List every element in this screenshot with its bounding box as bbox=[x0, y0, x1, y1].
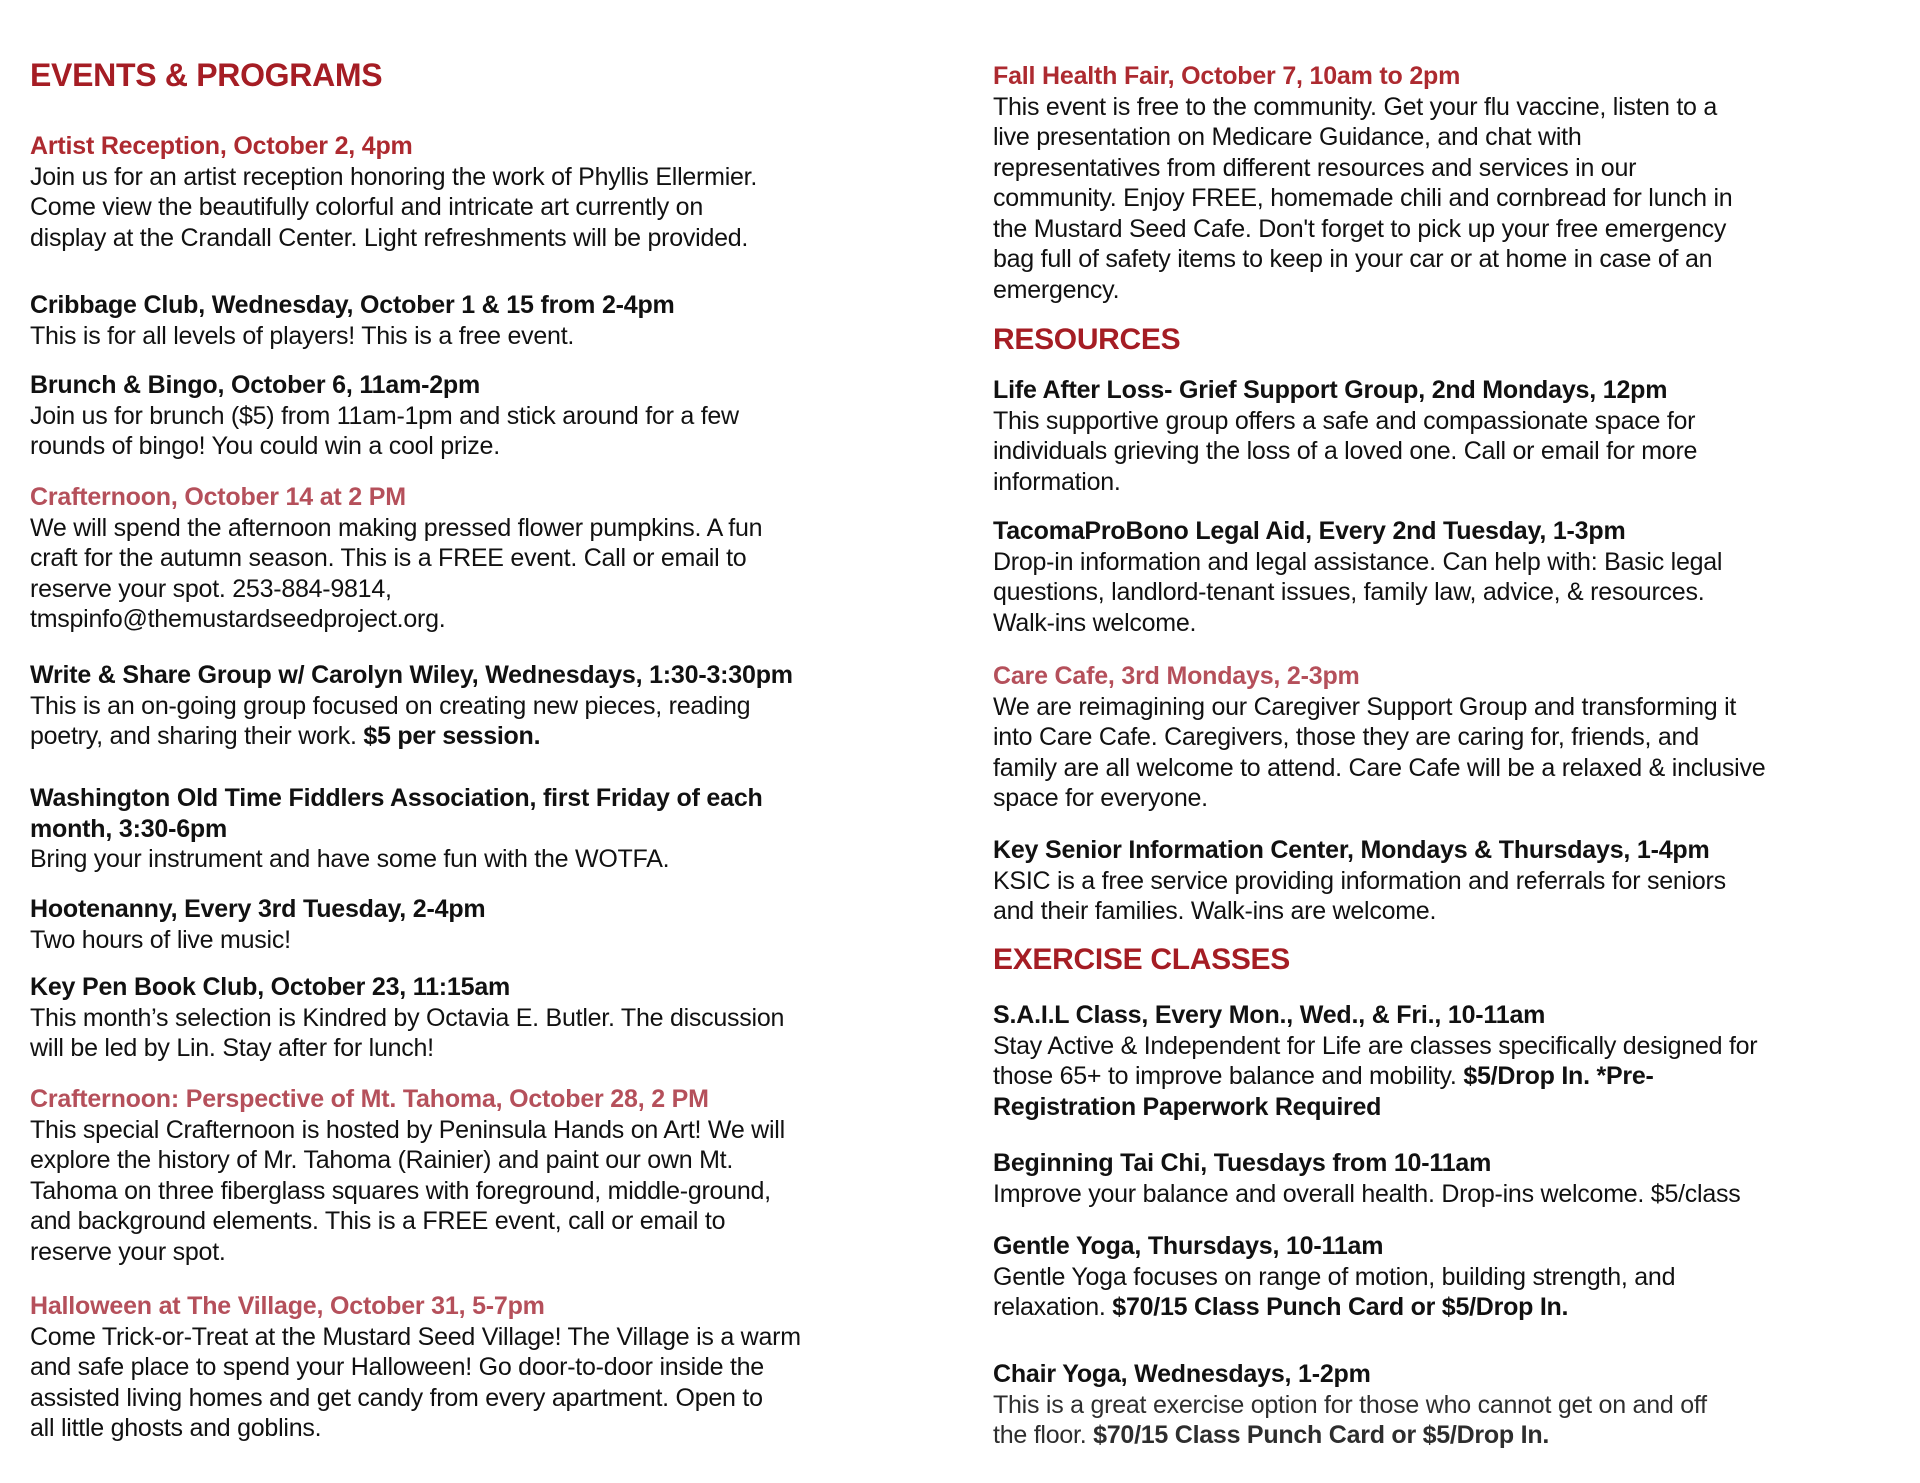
event-contact-email[interactable]: tmspinfo@themustardseedproject.org. bbox=[30, 605, 446, 633]
resource-description-line: Walk-ins welcome. bbox=[993, 608, 1197, 637]
price-note: $5 per session. bbox=[363, 722, 541, 750]
resource-title: Care Cafe, 3rd Mondays, 2-3pm bbox=[993, 662, 1360, 690]
event-description-line: Come Trick-or-Treat at the Mustard Seed Village! The Village is a warm bbox=[30, 1322, 801, 1351]
class-description-line: Improve your balance and overall health. Drop-ins welcome. $5/class bbox=[993, 1179, 1741, 1208]
description-text: poetry, and sharing their work. bbox=[30, 722, 364, 750]
event-description-line: rounds of bingo! You could win a cool prize. bbox=[30, 432, 500, 460]
event-description-line: explore the history of Mr. Tahoma (Rainier) and paint our own Mt. bbox=[30, 1146, 734, 1174]
price-note: $70/15 Class Punch Card or $5/Drop In. bbox=[1112, 1293, 1569, 1321]
class-description-line bbox=[993, 1292, 1908, 1323]
event-title: Crafternoon, October 14 at 2 PM bbox=[30, 483, 406, 511]
event-title: Cribbage Club, Wednesday, October 1 & 15 from 2-4pm bbox=[30, 291, 675, 319]
event-description-line bbox=[30, 721, 950, 752]
section-title-exercise-classes: EXERCISE CLASSES bbox=[993, 943, 1290, 976]
event-halloween bbox=[30, 1291, 950, 1444]
event-description-line: This is for all levels of players! This is a free event. bbox=[30, 321, 575, 350]
event-description-line: and background elements. This is a FREE event, call or email to bbox=[30, 1207, 726, 1235]
event-description-line: emergency. bbox=[993, 275, 1120, 304]
resource-grief-support bbox=[993, 375, 1908, 497]
event-description-line: This is an on-going group focused on creating new pieces, reading bbox=[30, 691, 751, 720]
event-book-club bbox=[30, 972, 950, 1064]
event-crafternoon-tahoma bbox=[30, 1084, 950, 1267]
class-gentle-yoga bbox=[993, 1231, 1908, 1323]
resource-description-line: into Care Cafe. Caregivers, those they are caring for, friends, and bbox=[993, 723, 1699, 751]
event-fiddlers bbox=[30, 783, 950, 875]
resource-description-line: individuals grieving the loss of a loved one. Call or email for more bbox=[993, 437, 1698, 465]
description-text: those 65+ to improve balance and mobility. bbox=[993, 1062, 1464, 1090]
class-title: S.A.I.L Class, Every Mon., Wed., & Fri., 10-11am bbox=[993, 1001, 1546, 1029]
event-description-line: community. Enjoy FREE, homemade chili and cornbread for lunch in bbox=[993, 184, 1733, 212]
resource-title: Key Senior Information Center, Mondays & Thursdays, 1-4pm bbox=[993, 836, 1710, 864]
event-description-line: Bring your instrument and have some fun with the WOTFA. bbox=[30, 845, 670, 873]
description-text: the floor. bbox=[993, 1421, 1094, 1449]
event-title: Brunch & Bingo, October 6, 11am-2pm bbox=[30, 371, 481, 399]
event-brunch-bingo bbox=[30, 370, 950, 462]
event-description-line: all little ghosts and goblins. bbox=[30, 1414, 322, 1442]
event-description-line: Tahoma on three fiberglass squares with foreground, middle-ground, bbox=[30, 1176, 771, 1205]
event-artist-reception bbox=[30, 131, 950, 253]
event-description-line: reserve your spot. 253-884-9814, bbox=[30, 574, 392, 603]
event-description-line: assisted living homes and get candy from every apartment. Open to bbox=[30, 1383, 763, 1412]
event-description-line: Come view the beautifully colorful and intricate art currently on bbox=[30, 193, 703, 221]
resource-title: TacomaProBono Legal Aid, Every 2nd Tuesday, 1-3pm bbox=[993, 517, 1626, 545]
event-title: Crafternoon: Perspective of Mt. Tahoma, October 28, 2 PM bbox=[30, 1085, 709, 1113]
event-description-line: and safe place to spend your Halloween! Go door-to-door inside the bbox=[30, 1353, 764, 1381]
class-description-line: Stay Active & Independent for Life are classes specifically designed for bbox=[993, 1031, 1758, 1060]
event-description-line: This event is free to the community. Get your flu vaccine, listen to a bbox=[993, 92, 1718, 121]
class-chair-yoga bbox=[993, 1359, 1908, 1451]
event-description-line: reserve your spot. bbox=[30, 1237, 226, 1266]
event-description-line: display at the Crandall Center. Light refreshments will be provided. bbox=[30, 223, 749, 252]
resource-description-line: questions, landlord-tenant issues, family law, advice, & resources. bbox=[993, 578, 1705, 606]
price-note: $70/15 Class Punch Card or $5/Drop In. bbox=[1093, 1421, 1550, 1449]
resource-description-line: information. bbox=[993, 467, 1121, 496]
class-description-line bbox=[993, 1092, 1908, 1123]
resource-description-line: Drop-in information and legal assistance. Can help with: Basic legal bbox=[993, 547, 1723, 576]
registration-note: Registration Paperwork Required bbox=[993, 1092, 1382, 1121]
event-fall-health-fair bbox=[993, 61, 1908, 305]
event-title: Write & Share Group w/ Carolyn Wiley, Wednesdays, 1:30-3:30pm bbox=[30, 661, 793, 689]
event-description-line: Join us for brunch ($5) from 11am-1pm and stick around for a few bbox=[30, 401, 739, 430]
event-description-line: the Mustard Seed Cafe. Don't forget to pick up your free emergency bbox=[993, 214, 1727, 243]
resource-legal-aid bbox=[993, 516, 1908, 638]
event-description-line: representatives from different resources and services in our bbox=[993, 153, 1637, 182]
event-description-line: craft for the autumn season. This is a FREE event. Call or email to bbox=[30, 544, 747, 572]
event-description-line: We will spend the afternoon making pressed flower pumpkins. A fun bbox=[30, 513, 763, 542]
class-description-line: This is a great exercise option for those who cannot get on and off bbox=[993, 1390, 1707, 1419]
resource-title: Life After Loss- Grief Support Group, 2nd Mondays, 12pm bbox=[993, 376, 1668, 404]
event-description-line: will be led by Lin. Stay after for lunch! bbox=[30, 1034, 434, 1062]
class-title: Chair Yoga, Wednesdays, 1-2pm bbox=[993, 1360, 1371, 1388]
event-hootenanny bbox=[30, 894, 950, 955]
resource-description-line: and their families. Walk-ins are welcome. bbox=[993, 897, 1437, 925]
resource-description-line: space for everyone. bbox=[993, 784, 1208, 812]
section-title-resources: RESOURCES bbox=[993, 323, 1181, 356]
event-title-line: Washington Old Time Fiddlers Association, first Friday of each bbox=[30, 784, 763, 812]
class-sail bbox=[993, 1000, 1908, 1122]
resource-ksic bbox=[993, 835, 1908, 927]
class-description-line bbox=[993, 1420, 1908, 1451]
event-description-line: live presentation on Medicare Guidance, and chat with bbox=[993, 123, 1582, 151]
event-crafternoon-oct14 bbox=[30, 482, 950, 635]
event-title-line: month, 3:30-6pm bbox=[30, 814, 228, 843]
event-description-line: This special Crafternoon is hosted by Peninsula Hands on Art! We will bbox=[30, 1115, 785, 1144]
event-title: Halloween at The Village, October 31, 5-7pm bbox=[30, 1292, 545, 1320]
resource-care-cafe bbox=[993, 661, 1908, 814]
event-title: Fall Health Fair, October 7, 10am to 2pm bbox=[993, 62, 1461, 90]
event-title: Artist Reception, October 2, 4pm bbox=[30, 132, 413, 160]
event-description-line: This month’s selection is Kindred by Octavia E. Butler. The discussion bbox=[30, 1003, 785, 1032]
class-description-line: Gentle Yoga focuses on range of motion, building strength, and bbox=[993, 1262, 1676, 1291]
event-description-line: Two hours of live music! bbox=[30, 925, 291, 954]
resource-description-line: KSIC is a free service providing information and referrals for seniors bbox=[993, 866, 1726, 895]
class-title: Gentle Yoga, Thursdays, 10-11am bbox=[993, 1232, 1384, 1260]
resource-description-line: This supportive group offers a safe and compassionate space for bbox=[993, 406, 1696, 435]
section-title-events-programs: EVENTS & PROGRAMS bbox=[30, 57, 383, 93]
event-description-line: Join us for an artist reception honoring the work of Phyllis Ellermier. bbox=[30, 162, 758, 191]
event-description-line: bag full of safety items to keep in your car or at home in case of an bbox=[993, 245, 1713, 273]
class-tai-chi bbox=[993, 1148, 1908, 1209]
class-description-line bbox=[993, 1061, 1908, 1092]
class-title: Beginning Tai Chi, Tuesdays from 10-11am bbox=[993, 1149, 1492, 1177]
event-cribbage-club bbox=[30, 290, 950, 351]
price-note: $5/Drop In. *Pre- bbox=[1463, 1062, 1654, 1090]
resource-description-line: family are all welcome to attend. Care Cafe will be a relaxed & inclusive bbox=[993, 753, 1766, 782]
event-title: Hootenanny, Every 3rd Tuesday, 2-4pm bbox=[30, 895, 486, 923]
event-title: Key Pen Book Club, October 23, 11:15am bbox=[30, 973, 511, 1001]
description-text: relaxation. bbox=[993, 1293, 1113, 1321]
resource-description-line: We are reimagining our Caregiver Support Group and transforming it bbox=[993, 692, 1737, 721]
event-write-share bbox=[30, 660, 950, 752]
